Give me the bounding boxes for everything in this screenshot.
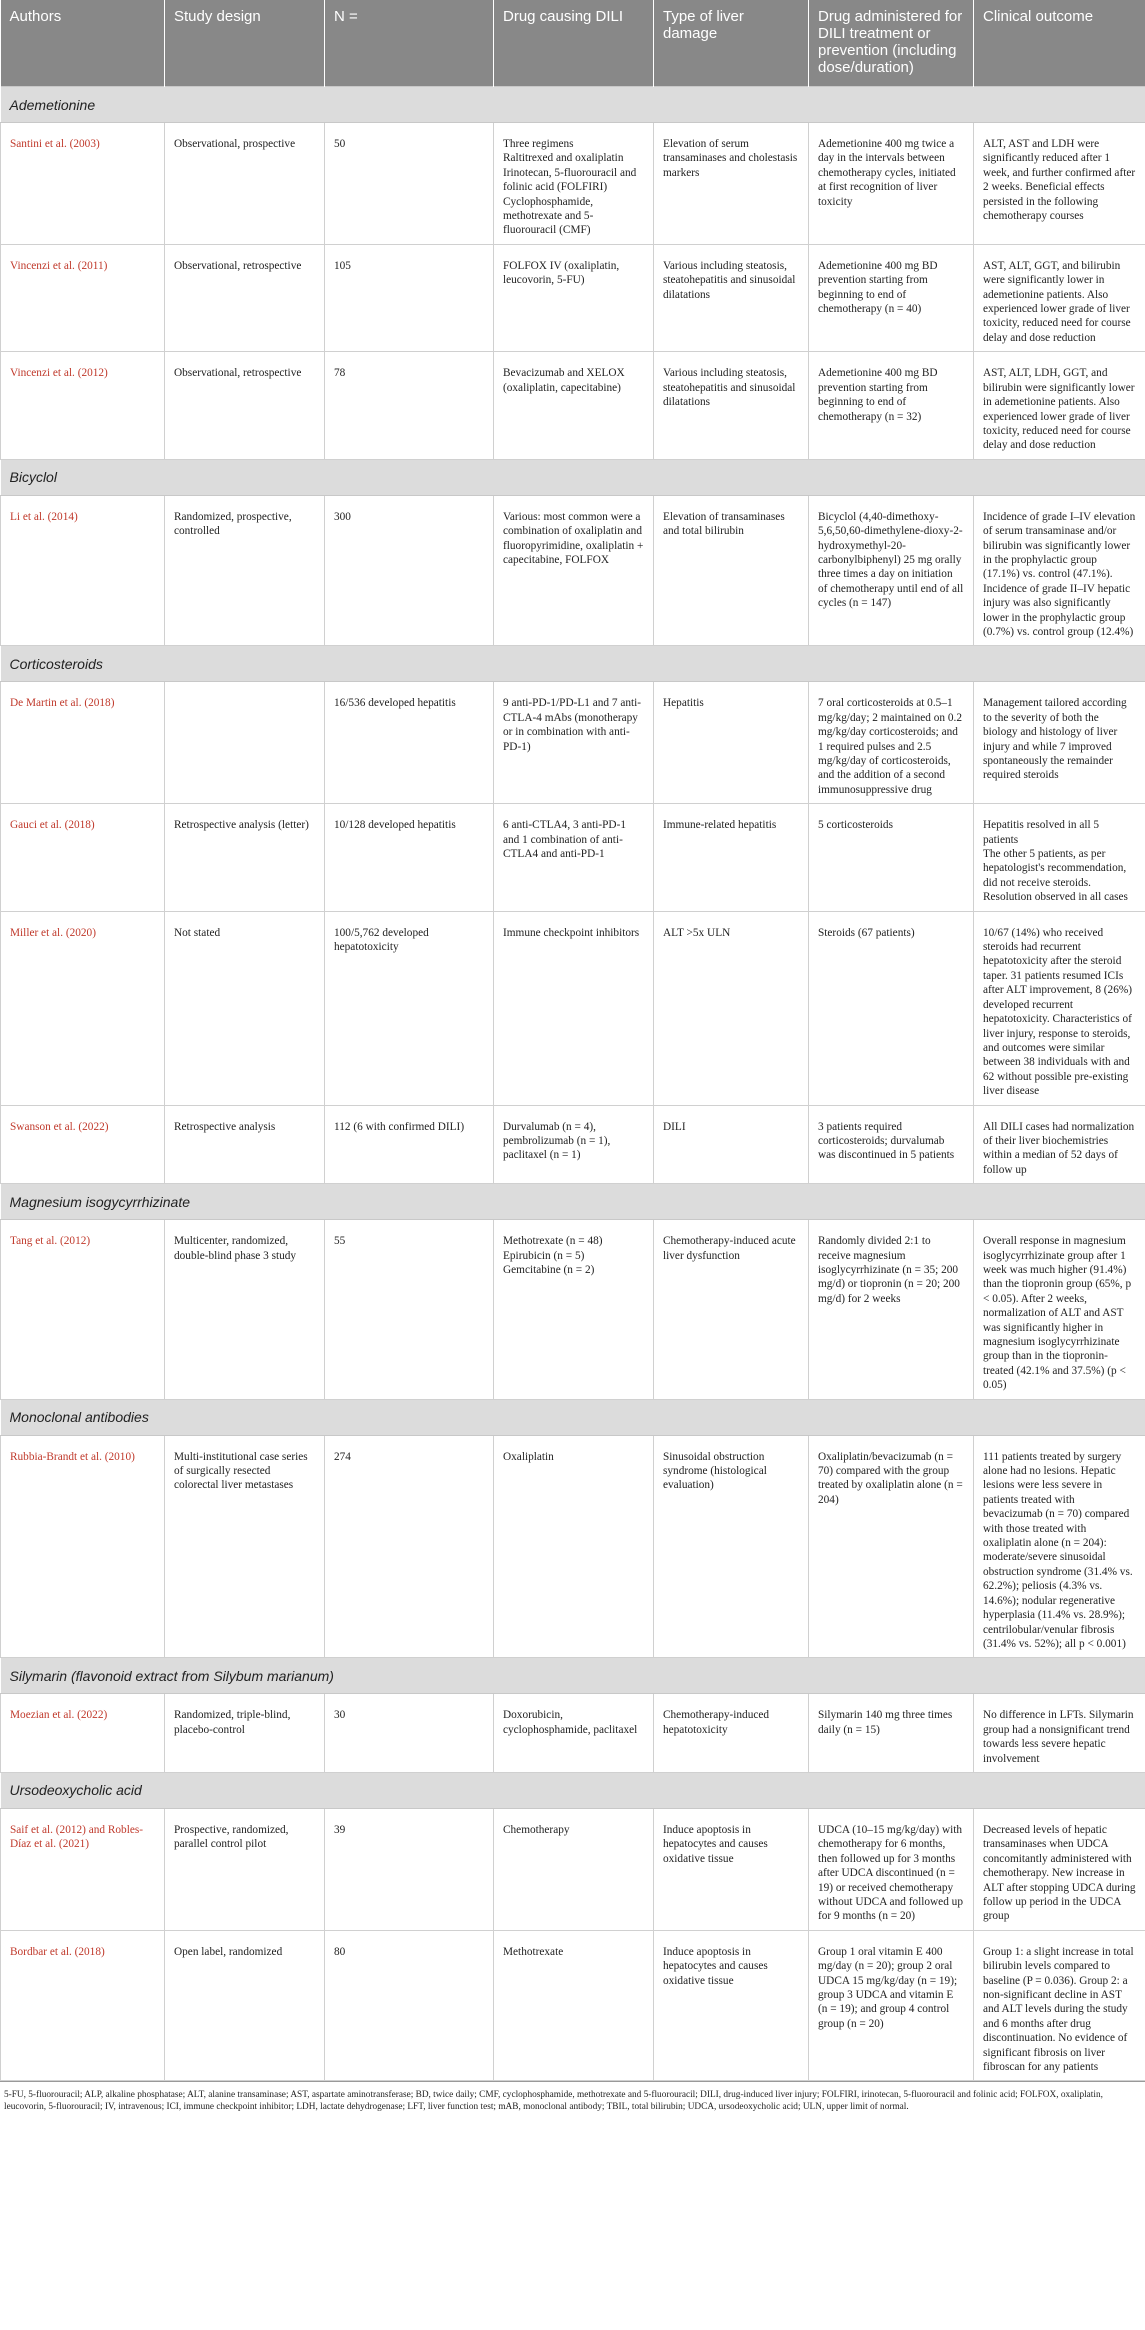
treatment-cell: 7 oral corticosteroids at 0.5–1 mg/kg/day; 2 maintained on 0.2 mg/kg/day corticosteroids; and 1 required pulses and 2.5 mg/kg/day of corticosteroids, and the addition of a second immunosuppressive drug xyxy=(809,682,974,804)
drug-causing-dili-cell: Various: most common were a combination of oxaliplatin and fluoropyrimidine, oxaliplatin + capecitabine, FOLFOX xyxy=(494,495,654,646)
table-body xyxy=(1,87,1145,2081)
treatment-cell: Group 1 oral vitamin E 400 mg/day (n = 20); group 2 oral UDCA 15 mg/kg/day (n = 19); group 3 UDCA and vitamin E (n = 19); and group 4 control group (n = 20) xyxy=(809,1930,974,2081)
header-n: N = xyxy=(325,0,494,87)
section-row xyxy=(1,1399,1145,1435)
study-design-cell: Not stated xyxy=(165,911,325,1105)
clinical-outcome-cell: Incidence of grade I–IV elevation of serum transaminase and/or bilirubin was significantly lower in the prophylactic group (17.1%) vs. control (47.1%). Incidence of grade II–IV hepatic injury was also significantly lower in the prophylactic group (0.7%) vs. control group (12.4%) xyxy=(974,495,1145,646)
header-drug-causing-dili: Drug causing DILI xyxy=(494,0,654,87)
drug-causing-dili-cell: Methotrexate xyxy=(494,1930,654,2081)
clinical-outcome-cell: All DILI cases had normalization of their liver biochemistries within a median of 52 days of follow up xyxy=(974,1105,1145,1184)
drug-causing-dili-cell: Bevacizumab and XELOX (oxaliplatin, capecitabine) xyxy=(494,352,654,459)
drug-causing-dili-cell: Methotrexate (n = 48) Epirubicin (n = 5) Gemcitabine (n = 2) xyxy=(494,1220,654,1399)
section-title: Corticosteroids xyxy=(1,646,1145,682)
section-title: Ursodeoxycholic acid xyxy=(1,1772,1145,1808)
n-cell: 300 xyxy=(325,495,494,646)
clinical-outcome-cell: 111 patients treated by surgery alone had no lesions. Hepatic lesions were less severe in patients treated with bevacizumab (n = 70) compared with those treated with oxaliplatin alone (n = 204): moderate/severe sinusoidal obstruction syndrome (31.4% vs. 62.2%); peliosis (4.3% vs. 14.6%); nodular regenerative hyperplasia (11.4% vs. 28.9%); centrilobular/venular fibrosis (31.4% vs. 52%); all p < 0.001) xyxy=(974,1435,1145,1658)
section-title: Ademetionine xyxy=(1,87,1145,123)
liver-damage-cell: Various including steatosis, steatohepatitis and sinusoidal dilatations xyxy=(654,244,809,351)
treatment-cell: 3 patients required corticosteroids; durvalumab was discontinued in 5 patients xyxy=(809,1105,974,1184)
author-cell[interactable]: Vincenzi et al. (2012) xyxy=(1,352,165,459)
treatment-cell: Randomly divided 2:1 to receive magnesium isoglycyrrhizinate (n = 35; 200 mg/d) or tiopronin (n = 20; 200 mg/d) for 2 weeks xyxy=(809,1220,974,1399)
liver-damage-cell: DILI xyxy=(654,1105,809,1184)
n-cell: 78 xyxy=(325,352,494,459)
treatment-cell: Bicyclol (4,40-dimethoxy-5,6,50,60-dimethylene-dioxy-2-hydroxymethyl-20-carbonylbiphenyl) 25 mg orally three times a day on initiation of chemotherapy until end of all cycles (n = 147) xyxy=(809,495,974,646)
author-cell[interactable]: Tang et al. (2012) xyxy=(1,1220,165,1399)
drug-causing-dili-cell: Durvalumab (n = 4), pembrolizumab (n = 1), paclitaxel (n = 1) xyxy=(494,1105,654,1184)
table-row xyxy=(1,244,1145,351)
table-row xyxy=(1,911,1145,1105)
treatment-cell: 5 corticosteroids xyxy=(809,804,974,911)
treatment-cell: Ademetionine 400 mg BD prevention starting from beginning to end of chemotherapy (n = 32) xyxy=(809,352,974,459)
author-cell[interactable]: Swanson et al. (2022) xyxy=(1,1105,165,1184)
section-row xyxy=(1,1184,1145,1220)
drug-causing-dili-cell: Chemotherapy xyxy=(494,1808,654,1930)
liver-damage-cell: Induce apoptosis in hepatocytes and causes oxidative tissue xyxy=(654,1808,809,1930)
n-cell: 39 xyxy=(325,1808,494,1930)
study-design-cell: Retrospective analysis xyxy=(165,1105,325,1184)
author-cell[interactable]: Miller et al. (2020) xyxy=(1,911,165,1105)
treatment-cell: Ademetionine 400 mg BD prevention starting from beginning to end of chemotherapy (n = 40) xyxy=(809,244,974,351)
clinical-outcome-cell: Management tailored according to the severity of both the biology and histology of liver injury and while 7 improved spontaneously the remainder required steroids xyxy=(974,682,1145,804)
section-row xyxy=(1,87,1145,123)
treatment-cell: Ademetionine 400 mg twice a day in the intervals between chemotherapy cycles, initiated at first recognition of liver toxicity xyxy=(809,123,974,245)
section-title: Bicyclol xyxy=(1,459,1145,495)
table-row xyxy=(1,1220,1145,1399)
drug-causing-dili-cell: Three regimens Raltitrexed and oxaliplatin Irinotecan, 5-fluorouracil and folinic acid (FOLFIRI) Cyclophosphamide, methotrexate and 5-fluorouracil (CMF) xyxy=(494,123,654,245)
clinical-outcome-cell: Hepatitis resolved in all 5 patients The other 5 patients, as per hepatologist's recommendation, did not receive steroids. Resolution observed in all cases xyxy=(974,804,1145,911)
table-row xyxy=(1,1930,1145,2081)
study-design-cell: Multi-institutional case series of surgically resected colorectal liver metastases xyxy=(165,1435,325,1658)
table-row xyxy=(1,1808,1145,1930)
liver-damage-cell: Immune-related hepatitis xyxy=(654,804,809,911)
table-row xyxy=(1,682,1145,804)
author-cell[interactable]: Vincenzi et al. (2011) xyxy=(1,244,165,351)
header-type-of-liver-damage: Type of liver damage xyxy=(654,0,809,87)
clinical-outcome-cell: AST, ALT, GGT, and bilirubin were significantly lower in ademetionine patients. Also experienced lower grade of liver toxicity, reduced need for course delay and dose reduction xyxy=(974,244,1145,351)
table-row xyxy=(1,1694,1145,1773)
author-cell[interactable]: Gauci et al. (2018) xyxy=(1,804,165,911)
header-authors: Authors xyxy=(1,0,165,87)
study-design-cell: Multicenter, randomized, double-blind phase 3 study xyxy=(165,1220,325,1399)
n-cell: 112 (6 with confirmed DILI) xyxy=(325,1105,494,1184)
table-row xyxy=(1,495,1145,646)
author-cell[interactable]: Bordbar et al. (2018) xyxy=(1,1930,165,2081)
n-cell: 105 xyxy=(325,244,494,351)
drug-causing-dili-cell: FOLFOX IV (oxaliplatin, leucovorin, 5-FU) xyxy=(494,244,654,351)
liver-damage-cell: Induce apoptosis in hepatocytes and causes oxidative tissue xyxy=(654,1930,809,2081)
author-cell[interactable]: De Martin et al. (2018) xyxy=(1,682,165,804)
section-row xyxy=(1,1658,1145,1694)
clinical-outcome-cell: Group 1: a slight increase in total bilirubin levels compared to baseline (P = 0.036). Group 2: a non-significant decline in AST and ALT levels during the study and 6 months after drug discontinuation. No evidence of significant fibrosis on liver fibroscan for any patients xyxy=(974,1930,1145,2081)
table-footnote: 5-FU, 5-fluorouracil; ALP, alkaline phosphatase; ALT, alanine transaminase; AST, aspartate aminotransferase; BD, twice daily; CMF, cyclophosphamide, methotrexate and 5-fluorouracil; DILI, drug-induced liver injury; FOLFIRI, irinotecan, 5-fluorouracil and folinic acid; FOLFOX, oxaliplatin, leucovorin, 5-fluorouracil; IV, intravenous; ICI, immune checkpoint inhibitor; LDH, lactate dehydrogenase; LFT, liver function test; mAB, monoclonal antibody; TBIL, total bilirubin; UDCA, ursodeoxycholic acid; ULN, upper limit of normal. xyxy=(0,2081,1145,2113)
n-cell: 80 xyxy=(325,1930,494,2081)
n-cell: 55 xyxy=(325,1220,494,1399)
section-title: Monoclonal antibodies xyxy=(1,1399,1145,1435)
liver-damage-cell: Elevation of transaminases and total bilirubin xyxy=(654,495,809,646)
study-design-cell: Retrospective analysis (letter) xyxy=(165,804,325,911)
treatment-cell: UDCA (10–15 mg/kg/day) with chemotherapy for 6 months, then followed up for 3 months after UDCA discontinued (n = 19) or received chemotherapy without UDCA and followed up for 9 months (n = 20) xyxy=(809,1808,974,1930)
liver-damage-cell: Chemotherapy-induced acute liver dysfunction xyxy=(654,1220,809,1399)
clinical-outcome-cell: No difference in LFTs. Silymarin group had a nonsignificant trend towards less severe hepatic involvement xyxy=(974,1694,1145,1773)
clinical-outcome-cell: Decreased levels of hepatic transaminases when UDCA concomitantly administered with chemotherapy. New increase in ALT after stopping UDCA during follow up period in the UDCA group xyxy=(974,1808,1145,1930)
n-cell: 16/536 developed hepatitis xyxy=(325,682,494,804)
section-row xyxy=(1,646,1145,682)
table-row xyxy=(1,804,1145,911)
treatment-cell: Silymarin 140 mg three times daily (n = 15) xyxy=(809,1694,974,1773)
header-clinical-outcome: Clinical outcome xyxy=(974,0,1145,87)
study-design-cell: Observational, retrospective xyxy=(165,244,325,351)
study-design-cell: Randomized, triple-blind, placebo-control xyxy=(165,1694,325,1773)
study-design-cell: Observational, prospective xyxy=(165,123,325,245)
section-row xyxy=(1,459,1145,495)
author-cell[interactable]: Santini et al. (2003) xyxy=(1,123,165,245)
clinical-outcome-cell: ALT, AST and LDH were significantly reduced after 1 week, and further confirmed after 2 weeks. Beneficial effects persisted in the following chemotherapy courses xyxy=(974,123,1145,245)
clinical-outcome-cell: Overall response in magnesium isoglycyrrhizinate group after 1 week was much higher (91.4%) than the tiopronin group (65%, p < 0.05). After 2 weeks, normalization of ALT and AST was significantly higher in magnesium isoglycyrrhizinate group than in the tiopronin-treated (42.1% and 37.5%) (p < 0.05) xyxy=(974,1220,1145,1399)
treatment-cell: Oxaliplatin/bevacizumab (n = 70) compared with the group treated by oxaliplatin alone (n = 204) xyxy=(809,1435,974,1658)
clinical-outcome-cell: 10/67 (14%) who received steroids had recurrent hepatotoxicity after the steroid taper. 31 patients resumed ICIs after ALT improvement, 8 (26%) developed recurrent hepatotoxicity. Characteristics of liver injury, response to steroids, and outcomes were similar between 38 individuals with and 62 without possible pre-existing liver disease xyxy=(974,911,1145,1105)
drug-causing-dili-cell: 6 anti-CTLA4, 3 anti-PD-1 and 1 combination of anti-CTLA4 and anti-PD-1 xyxy=(494,804,654,911)
liver-damage-cell: Various including steatosis, steatohepatitis and sinusoidal dilatations xyxy=(654,352,809,459)
header-study-design: Study design xyxy=(165,0,325,87)
section-row xyxy=(1,1772,1145,1808)
study-design-cell xyxy=(165,682,325,804)
liver-damage-cell: Hepatitis xyxy=(654,682,809,804)
study-design-cell: Open label, randomized xyxy=(165,1930,325,2081)
n-cell: 10/128 developed hepatitis xyxy=(325,804,494,911)
liver-damage-cell: ALT >5x ULN xyxy=(654,911,809,1105)
author-cell[interactable]: Li et al. (2014) xyxy=(1,495,165,646)
n-cell: 30 xyxy=(325,1694,494,1773)
author-cell[interactable]: Moezian et al. (2022) xyxy=(1,1694,165,1773)
table-row xyxy=(1,1105,1145,1184)
n-cell: 274 xyxy=(325,1435,494,1658)
liver-damage-cell: Chemotherapy-induced hepatotoxicity xyxy=(654,1694,809,1773)
author-cell[interactable]: Rubbia-Brandt et al. (2010) xyxy=(1,1435,165,1658)
table-row xyxy=(1,123,1145,245)
section-title: Silymarin (flavonoid extract from Silybum marianum) xyxy=(1,1658,1145,1694)
drug-causing-dili-cell: Doxorubicin, cyclophosphamide, paclitaxel xyxy=(494,1694,654,1773)
liver-damage-cell: Elevation of serum transaminases and cholestasis markers xyxy=(654,123,809,245)
liver-damage-cell: Sinusoidal obstruction syndrome (histological evaluation) xyxy=(654,1435,809,1658)
clinical-outcome-cell: AST, ALT, LDH, GGT, and bilirubin were significantly lower in ademetionine patients. Also experienced lower grade of liver toxicity, reduced need for course delay and dose reduction xyxy=(974,352,1145,459)
treatment-cell: Steroids (67 patients) xyxy=(809,911,974,1105)
drug-causing-dili-cell: Oxaliplatin xyxy=(494,1435,654,1658)
drug-causing-dili-cell: 9 anti-PD-1/PD-L1 and 7 anti-CTLA-4 mAbs (monotherapy or in combination with anti-PD-1) xyxy=(494,682,654,804)
study-design-cell: Prospective, randomized, parallel control pilot xyxy=(165,1808,325,1930)
study-design-cell: Randomized, prospective, controlled xyxy=(165,495,325,646)
study-design-cell: Observational, retrospective xyxy=(165,352,325,459)
n-cell: 50 xyxy=(325,123,494,245)
n-cell: 100/5,762 developed hepatotoxicity xyxy=(325,911,494,1105)
table-header xyxy=(1,0,1145,87)
author-cell[interactable]: Saif et al. (2012) and Robles-Díaz et al. (2021) xyxy=(1,1808,165,1930)
section-title: Magnesium isogycyrrhizinate xyxy=(1,1184,1145,1220)
table-row xyxy=(1,352,1145,459)
header-drug-administered: Drug administered for DILI treatment or prevention (including dose/duration) xyxy=(809,0,974,87)
drug-causing-dili-cell: Immune checkpoint inhibitors xyxy=(494,911,654,1105)
table-row xyxy=(1,1435,1145,1658)
